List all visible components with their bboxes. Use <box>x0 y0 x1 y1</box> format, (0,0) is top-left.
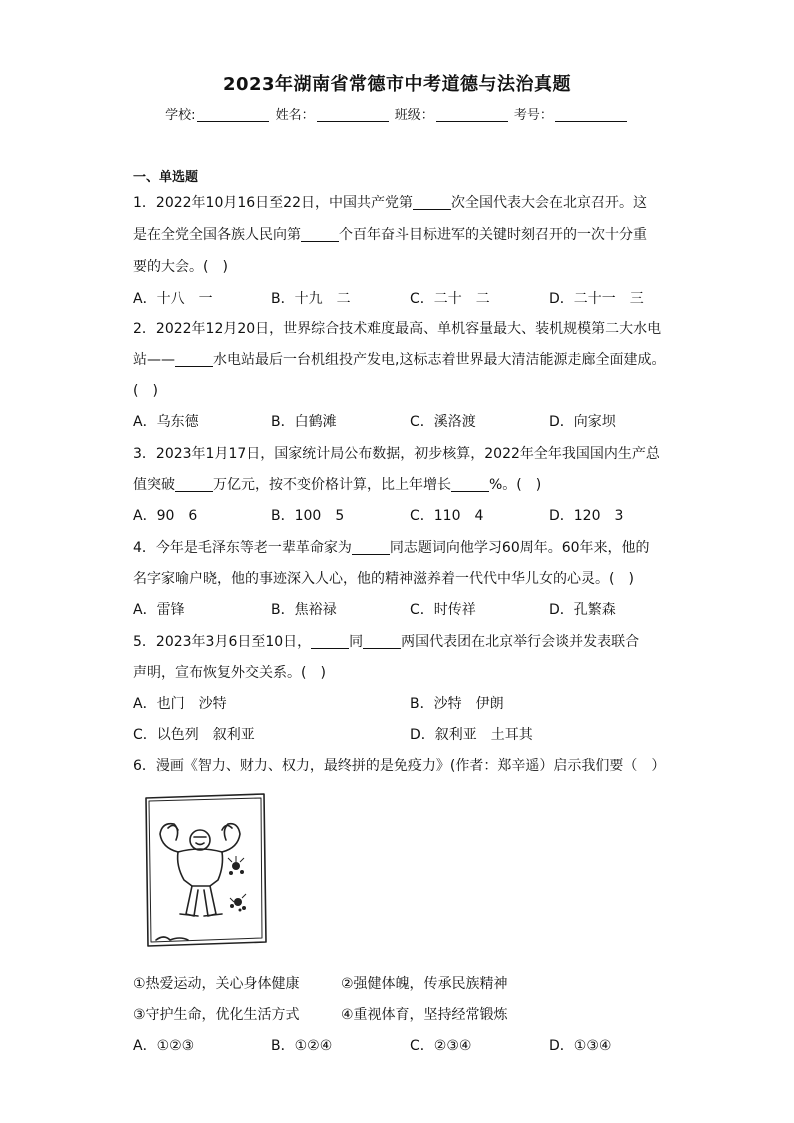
answer-blank <box>352 540 390 555</box>
name-field[interactable] <box>317 107 389 122</box>
q3-option-b[interactable]: B．100 5 <box>271 508 345 524</box>
q1-option-a[interactable]: A．十八 一 <box>133 291 213 307</box>
q5-option-d[interactable]: D．叙利亚 土耳其 <box>410 727 533 743</box>
question-2-line-1: 2．2022年12月20日，世界综合技术难度最高、单机容量最大、装机规模第二大水电 <box>133 321 662 337</box>
q4-option-d[interactable]: D．孔繁森 <box>549 602 616 618</box>
question-1-line-2 <box>133 224 647 244</box>
answer-blank <box>363 634 401 649</box>
question-text: 同志题词向他学习60周年。60年来，他的 <box>389 540 650 556</box>
question-text: 同 <box>349 634 364 650</box>
question-text: 水电站最后一台机组投产发电,这标志着世界最大清洁能源走廊全面建成。 <box>213 352 666 368</box>
cartoon-image <box>140 790 270 955</box>
exam-number-label: 考号： <box>513 108 553 123</box>
q1-option-b[interactable]: B．十九 二 <box>271 291 351 307</box>
q1-option-d[interactable]: D．二十一 三 <box>549 291 644 307</box>
q6-option-d[interactable]: D．①③④ <box>549 1038 612 1054</box>
question-4-line-1 <box>133 537 650 557</box>
answer-blank <box>175 477 213 492</box>
class-field[interactable] <box>436 107 508 122</box>
question-2-line-3: ( ) <box>133 383 158 399</box>
question-3-line-2 <box>133 474 541 494</box>
section-title: 一、单选题 <box>133 170 199 185</box>
question-text: 万亿元，按不变价格计算，比上年增长 <box>213 477 451 493</box>
q3-option-d[interactable]: D．120 3 <box>549 508 624 524</box>
q3-option-c[interactable]: C．110 4 <box>410 508 484 524</box>
exam-number-field[interactable] <box>555 107 627 122</box>
question-text: 1．2022年10月16日至22日，中国共产党第 <box>133 195 413 211</box>
q3-option-a[interactable]: A．90 6 <box>133 508 198 524</box>
q5-option-a[interactable]: A．也门 沙特 <box>133 696 227 712</box>
question-text: %。( ) <box>489 477 542 493</box>
q4-option-b[interactable]: B．焦裕禄 <box>271 602 337 618</box>
question-text: 次全国代表大会在北京召开。这 <box>450 195 647 211</box>
q4-option-a[interactable]: A．雷锋 <box>133 602 185 618</box>
question-2-line-2 <box>133 349 665 369</box>
q6-option-b[interactable]: B．①②④ <box>271 1038 333 1054</box>
q6-option-c[interactable]: C．②③④ <box>410 1038 472 1054</box>
q5-option-b[interactable]: B．沙特 伊朗 <box>410 696 504 712</box>
name-label: 姓名： <box>275 108 315 123</box>
question-1-line-3: 要的大会。( ) <box>133 259 228 275</box>
question-text: 站—— <box>133 352 175 368</box>
q2-option-c[interactable]: C．溪洛渡 <box>410 414 476 430</box>
q1-option-c[interactable]: C．二十 二 <box>410 291 490 307</box>
question-text: 5．2023年3月6日至10日， <box>133 634 312 650</box>
question-text: 是在全党全国各族人民向第 <box>133 227 301 243</box>
q2-option-b[interactable]: B．白鹤滩 <box>271 414 337 430</box>
question-1-line-1 <box>133 192 647 212</box>
q6-statement-1: ①热爱运动，关心身体健康 <box>133 976 300 992</box>
q2-option-d[interactable]: D．向家坝 <box>549 414 616 430</box>
q6-statement-2: ②强健体魄，传承民族精神 <box>341 976 508 992</box>
q2-option-a[interactable]: A．乌东德 <box>133 414 199 430</box>
question-4-line-2: 名字家喻户晓，他的事迹深入人心，他的精神滋养着一代代中华儿女的心灵。( ) <box>133 571 634 587</box>
school-field[interactable] <box>197 107 269 122</box>
answer-blank <box>413 195 451 210</box>
answer-blank <box>451 477 489 492</box>
question-text: 个百年奋斗目标进军的关键时刻召开的一次十分重 <box>339 227 647 243</box>
answer-blank <box>311 634 349 649</box>
q5-option-c[interactable]: C．以色列 叙利亚 <box>133 727 255 743</box>
school-label: 学校: <box>165 108 196 123</box>
question-5-line-2: 声明，宣布恢复外交关系。( ) <box>133 665 326 681</box>
q6-statement-3: ③守护生命，优化生活方式 <box>133 1007 300 1023</box>
answer-blank <box>301 227 339 242</box>
question-3-line-1: 3．2023年1月17日，国家统计局公布数据，初步核算，2022年全年我国国内生产总 <box>133 446 660 462</box>
student-info-row <box>0 104 794 123</box>
question-text: 两国代表团在北京举行会谈并发表联合 <box>401 634 640 650</box>
q4-option-c[interactable]: C．时传祥 <box>410 602 476 618</box>
class-label: 班级： <box>394 108 434 123</box>
question-5-line-1 <box>133 631 639 651</box>
question-text: 值突破 <box>133 477 175 493</box>
question-6-line-1: 6．漫画《智力、财力、权力，最终拼的是免疫力》(作者：郑辛遥）启示我们要（ ） <box>133 758 666 774</box>
q6-option-a[interactable]: A．①②③ <box>133 1038 195 1054</box>
answer-blank <box>175 352 213 367</box>
page-title: 2023年湖南省常德市中考道德与法治真题 <box>222 74 572 95</box>
q6-statement-4: ④重视体育，坚持经常锻炼 <box>341 1007 508 1023</box>
question-text: 4．今年是毛泽东等老一辈革命家为 <box>133 540 352 556</box>
